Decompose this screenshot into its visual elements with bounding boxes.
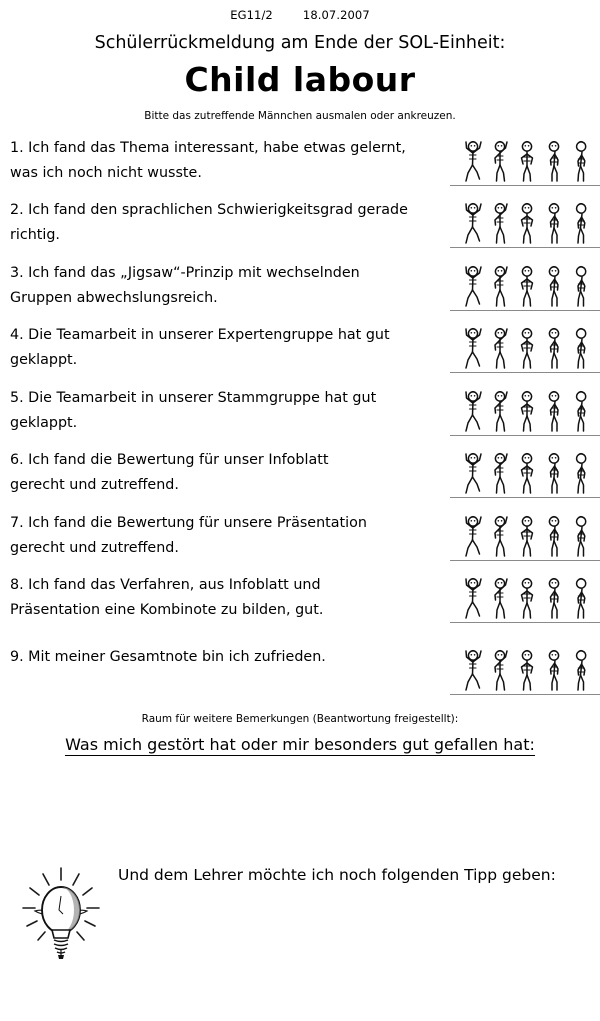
figure-slouching[interactable]	[568, 264, 595, 308]
remarks-note: Raum für weitere Bemerkungen (Beantwortung freigestellt):	[141, 713, 459, 725]
figure-one-arm-raised[interactable]	[487, 201, 514, 245]
remarks-heading-text: Was mich gestört hat oder mir besonders gut gefallen hat:	[65, 735, 535, 754]
question-line: 1. Ich fand das Thema interessant, habe etwas gelernt,	[10, 140, 406, 156]
rating-figures	[460, 198, 600, 245]
rating-scale[interactable]	[450, 448, 600, 503]
figure-hands-on-hips[interactable]	[514, 201, 541, 245]
header-subtitle: Schülerrückmeldung am Ende der SOL-Einheit:	[94, 33, 506, 53]
figure-one-arm-raised[interactable]	[487, 514, 514, 558]
question-line: 9. Mit meiner Gesamtnote bin ich zufrieden.	[10, 649, 326, 665]
question-text	[10, 448, 450, 498]
figure-cheering-both-arms[interactable]	[460, 264, 487, 308]
rating-figures	[460, 261, 600, 308]
rating-scale[interactable]	[450, 573, 600, 628]
question-text	[10, 323, 450, 373]
question-line: 8. Ich fand das Verfahren, aus Infoblatt und	[10, 577, 321, 593]
question-text	[10, 511, 450, 561]
header-meta: EG11/2 18.07.2007	[230, 8, 370, 22]
rating-scale[interactable]	[450, 511, 600, 566]
page-title: Child labour	[184, 60, 416, 99]
rating-scale[interactable]	[450, 645, 600, 700]
question-line: 3. Ich fand das „Jigsaw“-Prinzip mit wechselnden	[10, 265, 360, 281]
rating-scale[interactable]	[450, 386, 600, 441]
figure-cheering-both-arms[interactable]	[460, 576, 487, 620]
rating-figures	[460, 323, 600, 370]
question-line: was ich noch nicht wusste.	[10, 165, 202, 181]
rating-scale[interactable]	[450, 261, 600, 316]
remarks-heading	[0, 735, 600, 754]
figure-hands-on-hips[interactable]	[514, 648, 541, 692]
lightbulb-icon	[18, 866, 104, 962]
question-line: Präsentation eine Kombinote zu bilden, gut.	[10, 602, 324, 618]
figure-one-arm-raised[interactable]	[487, 326, 514, 370]
rating-figures	[460, 136, 600, 183]
figure-hands-on-hips[interactable]	[514, 514, 541, 558]
figure-hands-on-hips[interactable]	[514, 389, 541, 433]
question-text	[10, 645, 450, 670]
figure-hands-on-hips[interactable]	[514, 576, 541, 620]
question-text	[10, 136, 450, 186]
question-line: Gruppen abwechslungsreich.	[10, 290, 218, 306]
question-text	[10, 386, 450, 436]
rating-figures	[460, 645, 600, 692]
figure-slouching[interactable]	[568, 389, 595, 433]
figure-arms-down[interactable]	[541, 576, 568, 620]
question-line: 7. Ich fand die Bewertung für unsere Präsentation	[10, 515, 367, 531]
rating-baseline	[450, 310, 600, 311]
rating-scale[interactable]	[450, 198, 600, 253]
figure-hands-on-hips[interactable]	[514, 326, 541, 370]
figure-one-arm-raised[interactable]	[487, 576, 514, 620]
figure-hands-on-hips[interactable]	[514, 139, 541, 183]
figure-arms-down[interactable]	[541, 139, 568, 183]
figure-cheering-both-arms[interactable]	[460, 648, 487, 692]
question-text	[10, 198, 450, 248]
figure-arms-down[interactable]	[541, 648, 568, 692]
figure-one-arm-raised[interactable]	[487, 264, 514, 308]
figure-cheering-both-arms[interactable]	[460, 514, 487, 558]
rating-figures	[460, 448, 600, 495]
figure-one-arm-raised[interactable]	[487, 648, 514, 692]
rating-baseline	[450, 185, 600, 186]
rating-baseline	[450, 622, 600, 623]
figure-slouching[interactable]	[568, 139, 595, 183]
rating-figures	[460, 511, 600, 558]
figure-cheering-both-arms[interactable]	[460, 389, 487, 433]
question-line: gerecht und zutreffend.	[10, 477, 179, 493]
figure-cheering-both-arms[interactable]	[460, 139, 487, 183]
rating-baseline	[450, 435, 600, 436]
question-line: 4. Die Teamarbeit in unserer Expertengruppe hat gut	[10, 327, 390, 343]
figure-cheering-both-arms[interactable]	[460, 326, 487, 370]
question-text	[10, 261, 450, 311]
question-line: geklappt.	[10, 352, 78, 368]
figure-arms-down[interactable]	[541, 264, 568, 308]
figure-cheering-both-arms[interactable]	[460, 451, 487, 495]
question-line: richtig.	[10, 227, 60, 243]
rating-baseline	[450, 372, 600, 373]
rating-baseline	[450, 497, 600, 498]
header-instruction: Bitte das zutreffende Männchen ausmalen oder ankreuzen.	[144, 110, 456, 122]
question-text	[10, 573, 450, 623]
rating-baseline	[450, 694, 600, 695]
figure-slouching[interactable]	[568, 201, 595, 245]
figure-hands-on-hips[interactable]	[514, 264, 541, 308]
question-line: gerecht und zutreffend.	[10, 540, 179, 556]
figure-arms-down[interactable]	[541, 451, 568, 495]
rating-baseline	[450, 247, 600, 248]
figure-slouching[interactable]	[568, 451, 595, 495]
figure-arms-down[interactable]	[541, 201, 568, 245]
tip-text: Und dem Lehrer möchte ich noch folgenden Tipp geben:	[118, 866, 556, 884]
rating-scale[interactable]	[450, 323, 600, 378]
figure-hands-on-hips[interactable]	[514, 451, 541, 495]
figure-cheering-both-arms[interactable]	[460, 201, 487, 245]
rating-figures	[460, 386, 600, 433]
question-line: 2. Ich fand den sprachlichen Schwierigkeitsgrad gerade	[10, 202, 408, 218]
figure-slouching[interactable]	[568, 514, 595, 558]
question-line: geklappt.	[10, 415, 78, 431]
figure-arms-down[interactable]	[541, 326, 568, 370]
rating-baseline	[450, 560, 600, 561]
rating-scale[interactable]	[450, 136, 600, 191]
figure-slouching[interactable]	[568, 576, 595, 620]
question-line: 6. Ich fand die Bewertung für unser Infoblatt	[10, 452, 329, 468]
figure-slouching[interactable]	[568, 648, 595, 692]
figure-one-arm-raised[interactable]	[487, 139, 514, 183]
figure-one-arm-raised[interactable]	[487, 389, 514, 433]
question-line: 5. Die Teamarbeit in unserer Stammgruppe hat gut	[10, 390, 377, 406]
figure-one-arm-raised[interactable]	[487, 451, 514, 495]
figure-arms-down[interactable]	[541, 389, 568, 433]
figure-slouching[interactable]	[568, 326, 595, 370]
rating-figures	[460, 573, 600, 620]
figure-arms-down[interactable]	[541, 514, 568, 558]
